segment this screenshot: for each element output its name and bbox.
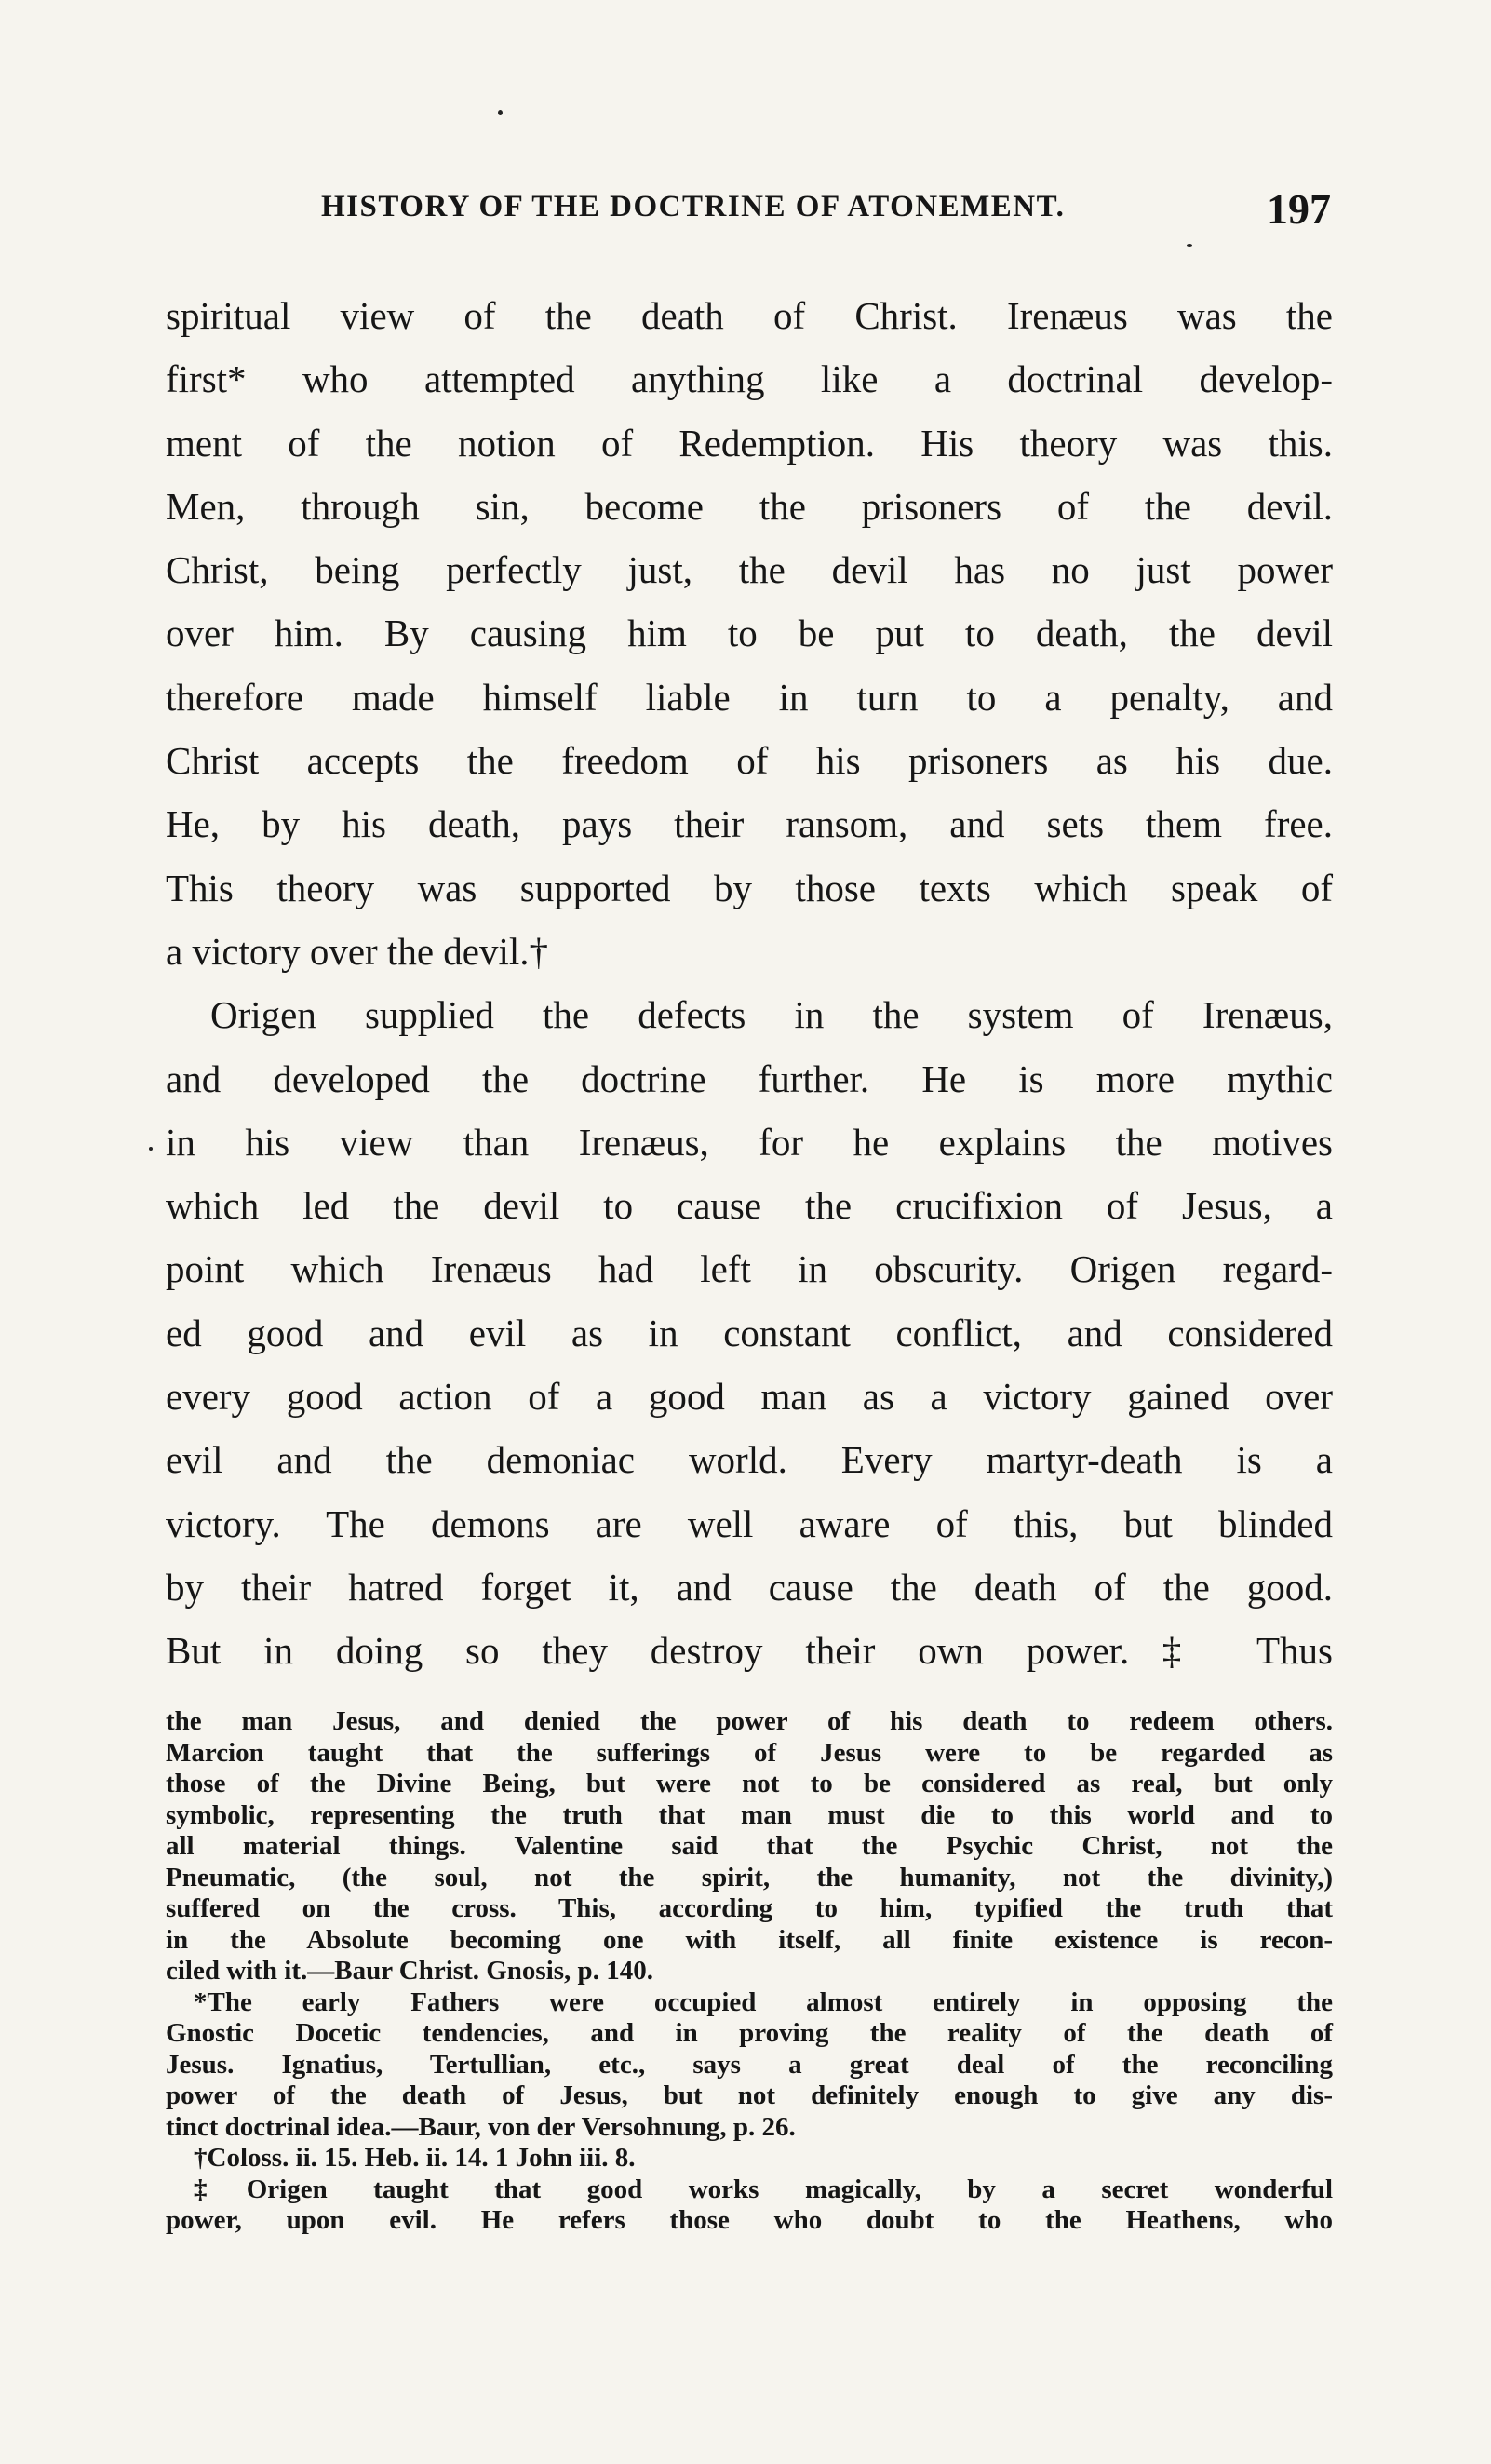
footnote-line: ciled with it.—Baur Christ. Gnosis, p. 140. <box>166 1956 653 1986</box>
body-line: Men, through sin, become the prisoners of the devil. <box>166 484 1333 528</box>
footnote-line: power of the death of Jesus, but not definitely enough to give any dis- <box>166 2080 1333 2110</box>
footnote-line: Marcion taught that the sufferings of Jesus were to be regarded as <box>166 1737 1333 1768</box>
body-line: therefore made himself liable in turn to a penalty, and <box>166 675 1333 719</box>
body-line: and developed the doctrine further. He is more mythic <box>166 1057 1333 1100</box>
footnote-line: tinct doctrinal idea.—Baur, von der Versohnung, p. 26. <box>166 2111 796 2142</box>
body-line: Christ accepts the freedom of his prisoners as his due. <box>166 739 1333 783</box>
body-line: point which Irenæus had left in obscurity. Origen regard- <box>166 1247 1333 1291</box>
body-line: by their hatred forget it, and cause the death of the good. <box>166 1565 1333 1609</box>
body-line: He, by his death, pays their ransom, and sets them free. <box>166 802 1333 846</box>
footnote-line: the man Jesus, and denied the power of his death to redeem others. <box>166 1706 1333 1736</box>
footnote-line: power, upon evil. He refers those who doubt to the Heathens, who <box>166 2205 1333 2235</box>
footnote-line: all material things. Valentine said that the Psychic Christ, not the <box>166 1831 1333 1861</box>
body-line: victory. The demons are well aware of this, but blinded <box>166 1501 1333 1545</box>
footnote-line: suffered on the cross. This, according to him, typified the truth that <box>166 1893 1333 1923</box>
footnote-line: Pneumatic, (the soul, not the spirit, the humanity, not the divinity,) <box>166 1862 1333 1892</box>
body-line: which led the devil to cause the crucifixion of Jesus, a <box>166 1184 1333 1228</box>
body-line: Origen supplied the defects in the system of Irenæus, <box>210 993 1333 1037</box>
body-line: over him. By causing him to be put to death, the devil <box>166 612 1333 655</box>
body-line: But in doing so they destroy their own power.‡ Thus <box>166 1629 1333 1673</box>
body-line: a victory over the devil.† <box>166 929 549 973</box>
ink-speck <box>1187 244 1192 247</box>
footnote-line: †Coloss. ii. 15. Heb. ii. 14. 1 John iii. 8. <box>194 2143 636 2173</box>
footnote-line: Gnostic Docetic tendencies, and in proving the reality of the death of <box>166 2018 1333 2048</box>
footnotes <box>166 1706 1333 2237</box>
ink-speck <box>498 110 503 115</box>
footnote-line: ‡Origen taught that good works magically, by a secret wonderful <box>194 2174 1333 2204</box>
footnote-line: Jesus. Ignatius, Tertullian, etc., says a great deal of the reconciling <box>166 2049 1333 2080</box>
body-text <box>166 284 1333 1683</box>
body-line: ed good and evil as in constant conflict, and considered <box>166 1311 1333 1354</box>
body-line: every good action of a good man as a victory gained over <box>166 1375 1333 1419</box>
body-line: spiritual view of the death of Christ. Irenæus was the <box>166 294 1333 337</box>
body-line: evil and the demoniac world. Every martyr-death is a <box>166 1438 1333 1482</box>
running-head: HISTORY OF THE DOCTRINE OF ATONEMENT. <box>321 190 1066 223</box>
body-line: first* who attempted anything like a doctrinal develop- <box>166 357 1333 401</box>
footnote-line: in the Absolute becoming one with itself, all finite existence is recon- <box>166 1924 1333 1955</box>
footnote-line: those of the Divine Being, but were not to be considered as real, but only <box>166 1769 1333 1798</box>
body-line: in his view than Irenæus, for he explains the motives <box>166 1120 1333 1164</box>
page-header <box>168 184 1331 249</box>
footnote-line: *The early Fathers were occupied almost entirely in opposing the <box>194 1986 1333 2017</box>
body-line: ment of the notion of Redemption. His theory was this. <box>166 421 1333 465</box>
body-line: This theory was supported by those texts which speak of <box>166 866 1333 909</box>
body-line: Christ, being perfectly just, the devil has no just power <box>166 548 1333 592</box>
page-number: 197 <box>1267 185 1331 233</box>
ink-speck <box>149 1147 153 1151</box>
footnote-line: symbolic, representing the truth that man must die to this world and to <box>166 1799 1333 1830</box>
